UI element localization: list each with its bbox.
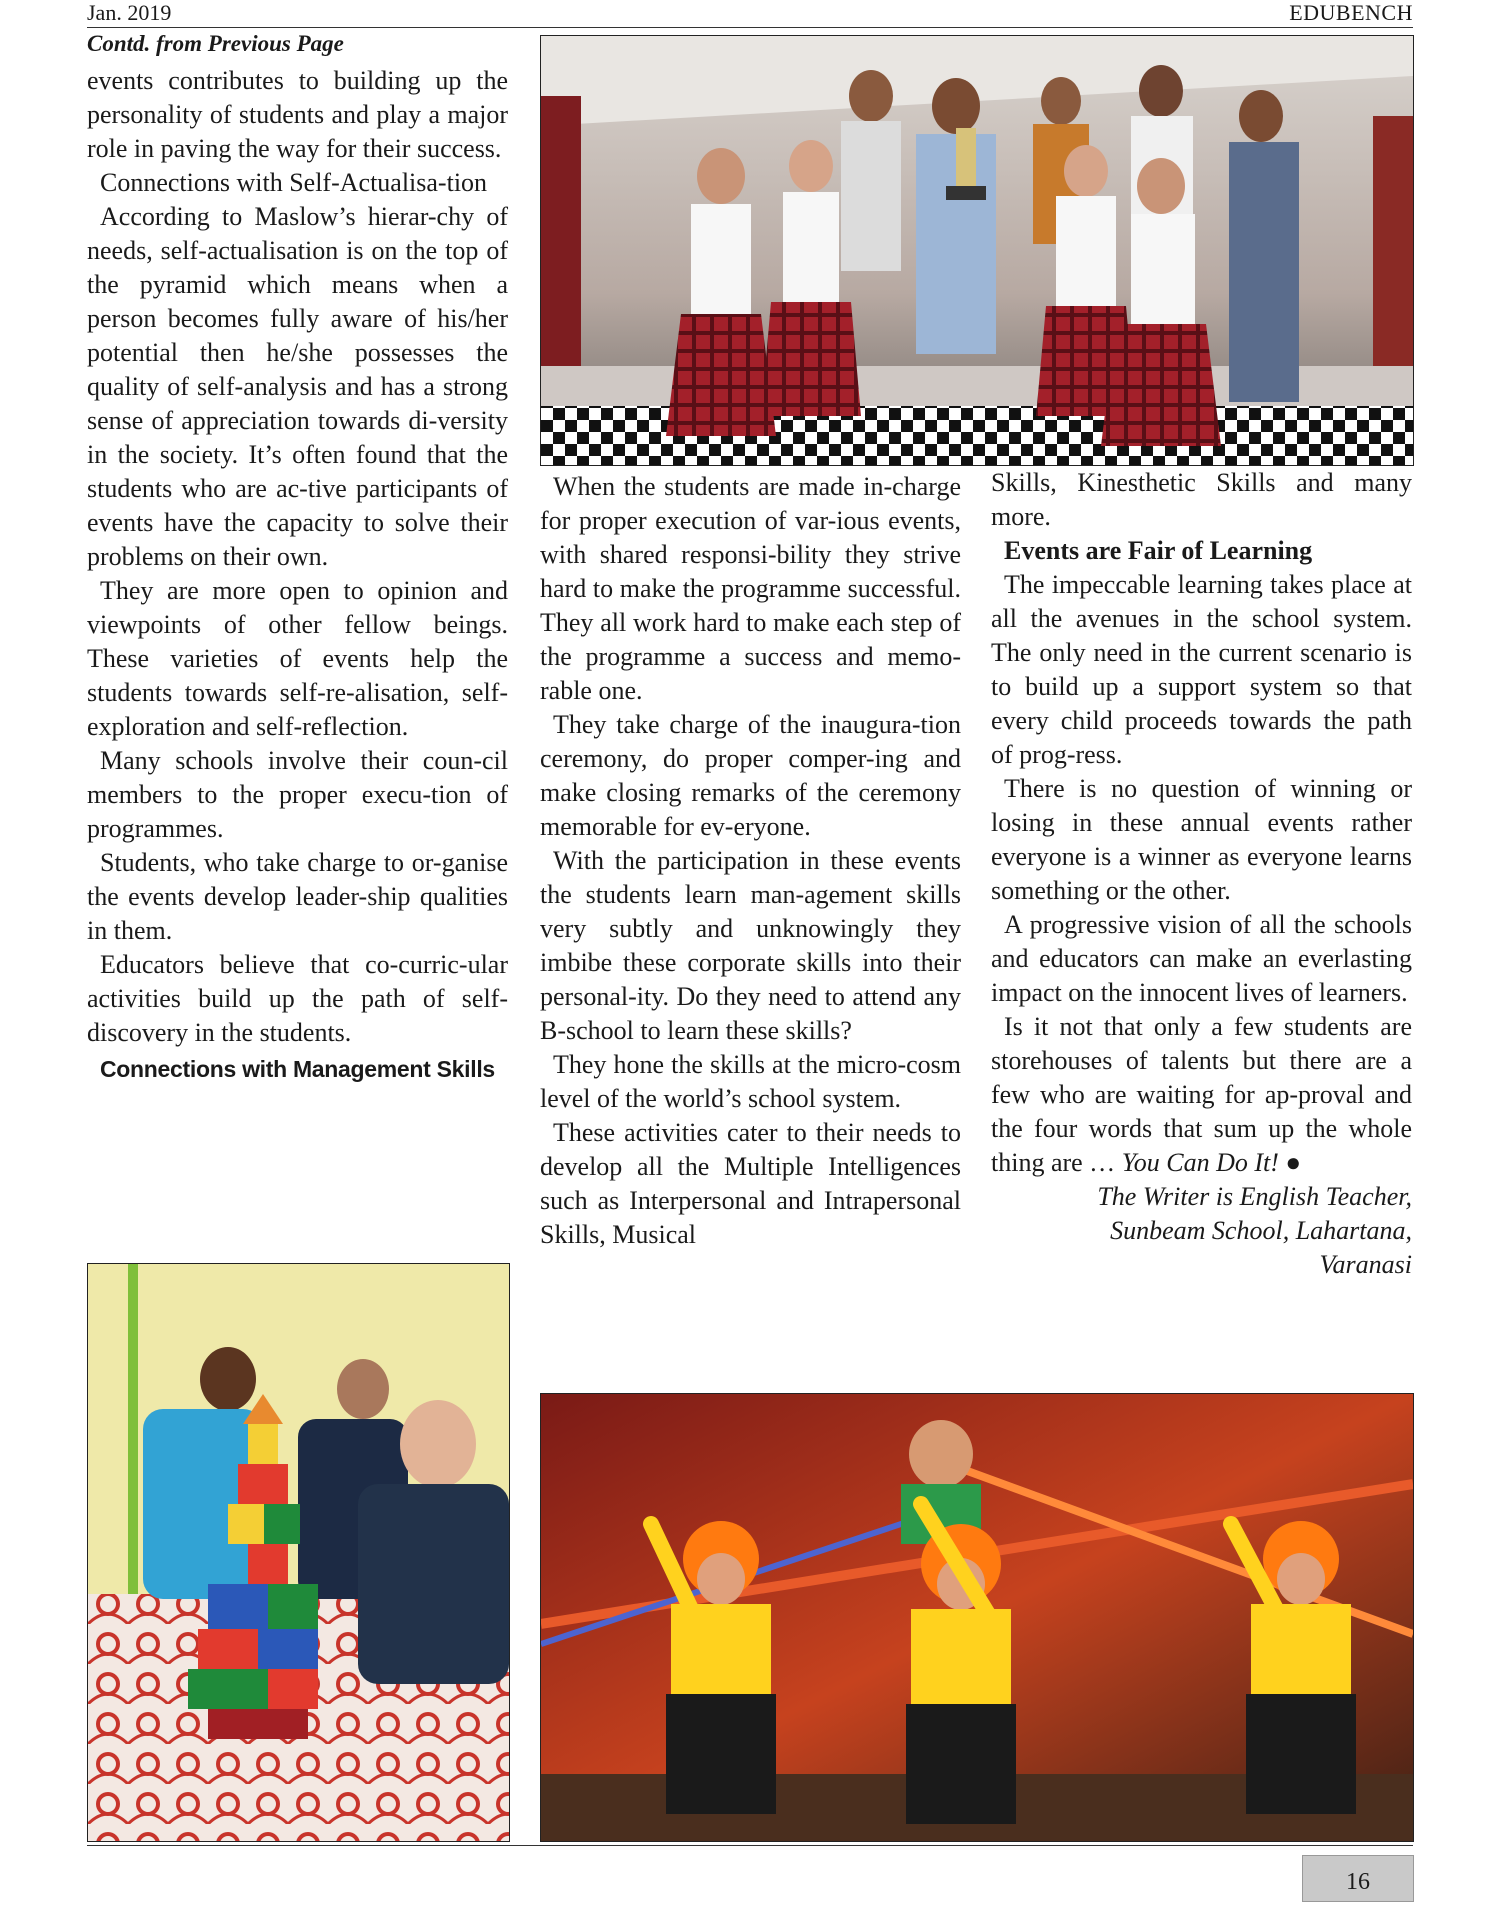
col3-heading-fair-of-learning: Events are Fair of Learning [1004,536,1313,565]
col3-paragraph-3: There is no question of winning or losing in these annual events rather everyone is a winner as everyone learns something or the other. [991,774,1412,905]
column-1 [87,64,508,1086]
col3-paragraph-2: The impeccable learning takes place at all the avenues in the school system. The only need in the current scenario is to build up a support system so that every child proceeds towards the path of prog-ress. [991,570,1412,769]
col2-paragraph-4: They hone the skills at the micro-cosm level of the world’s school system. [540,1050,961,1113]
issue-date: Jan. 2019 [87,0,172,25]
byline-2: Sunbeam School, Lahartana, [1110,1216,1412,1245]
col1-heading-management: Connections with Management Skills [100,1056,495,1082]
col3-p5-text: Is it not that only a few students are storehouses of talents but there are a few who are waiting for ap-proval and the four words that sum up the whole thing are … [991,1012,1412,1177]
column-2 [540,470,961,1252]
col2-paragraph-2: They take charge of the inaugura-tion ceremony, do proper comper-ing and make closing remarks of the ceremony memorable for ev-eryone. [540,710,961,841]
col1-paragraph-council: Many schools involve their coun-cil members to the proper execu-tion of programmes. [87,746,508,843]
col1-paragraph-leadership: Students, who take charge to or-ganise the events develop leader-ship qualities in them. [87,848,508,945]
trophy-ceremony-illustration [541,36,1413,465]
col2-paragraph-1: When the students are made in-charge for proper execution of var-ious events, with shared responsi-bility they strive hard to make the programme successful. They all work hard to make each step of the programme a success and memo-rable one. [540,472,961,705]
col1-paragraph-1: events contributes to building up the personality of students and play a major role in paving the way for their success. [87,66,508,163]
trophy-ceremony-photo [540,35,1414,466]
col3-paragraph-4: A progressive vision of all the schools and educators can make an everlasting impact on the innocent lives of learners. [991,910,1412,1007]
col1-paragraph-educators: Educators believe that co-curric-ular activities build up the path of self-discovery in the students. [87,950,508,1047]
publication-name: EDUBENCH [1289,0,1413,25]
col3-p5-you-can-do-it: You Can Do It! [1121,1148,1279,1177]
col3-paragraph-1: Skills, Kinesthetic Skills and many more. [991,468,1412,531]
footer-rule [87,1845,1413,1846]
col2-paragraph-5: These activities cater to their needs to develop all the Multiple Intelligences such as Interpersonal and Intrapersonal Skills, Musical [540,1118,961,1249]
col1-subheading-self-actualisation: Connections with Self-Actualisa-tion [100,168,488,197]
page-number: 16 [1302,1855,1414,1902]
byline-1: The Writer is English Teacher, [1097,1182,1412,1211]
col1-paragraph-maslow: According to Maslow’s hierar-chy of needs, self-actualisation is on the top of the pyramid which means when a person becomes fully aware of his/her potential then he/she possesses the quality of self-analysis and has a strong sense of appreciation towards di-versity in the society. It’s often found that the students who are ac-tive participants of events have the capacity to solve their problems on their own. [87,202,508,571]
header-rule [87,27,1413,28]
column-3 [991,466,1412,1282]
continued-note: Contd. from Previous Page [87,31,344,56]
byline-3: Varanasi [1319,1250,1412,1279]
end-bullet: ● [1278,1148,1302,1177]
building-blocks-photo [87,1263,510,1842]
col1-paragraph-open: They are more open to opinion and viewpoints of other fellow beings. These varieties of events help the students towards self-re-alisation, self-exploration and self-reflection. [87,576,508,741]
col2-paragraph-3: With the participation in these events the students learn man-agement skills very subtly and unknowingly they imbibe these corporate skills into their personal-ity. Do they need to attend any B-school to learn these skills? [540,846,961,1045]
stage-dance-photo [540,1393,1414,1842]
stage-dance-illustration [541,1394,1413,1841]
building-blocks-illustration [88,1264,509,1841]
col3-paragraph-5 [991,1010,1412,1180]
